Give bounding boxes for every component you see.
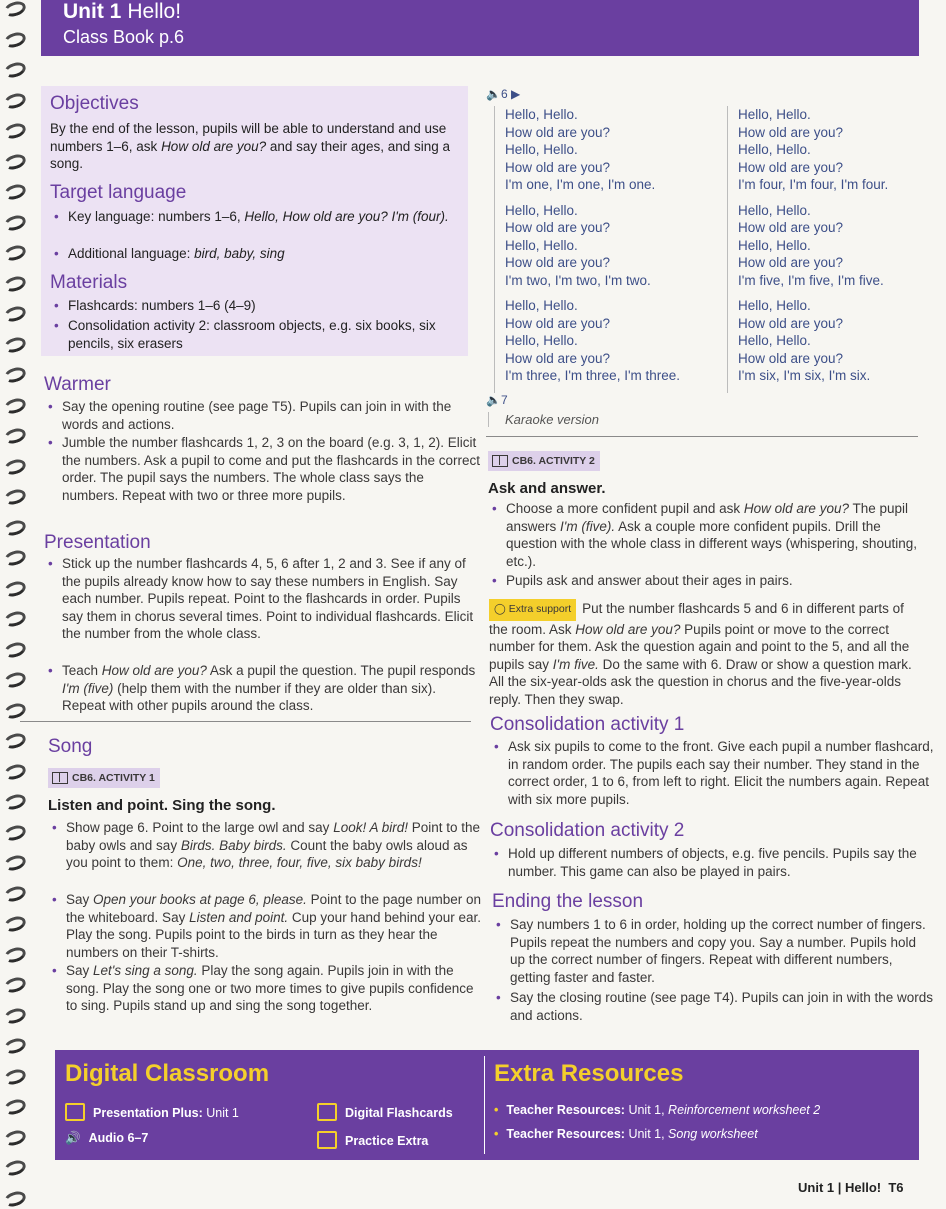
spiral-ring	[2, 853, 27, 873]
extra-resources-heading: Extra Resources	[494, 1060, 684, 1087]
lyrics-column-2	[727, 106, 938, 393]
lyric-line: I'm two, I'm two, I'm two.	[505, 272, 651, 288]
lyric-line: Hello, Hello.	[738, 202, 811, 218]
class-book-reference: Class Book p.6	[63, 27, 185, 47]
lyrics-verse	[505, 297, 715, 385]
ask-answer-bullet: • Choose a more confident pupil and ask How old are you? The pupil answers I'm (five). Ask a couple more confident pupils. Drill the question with the whole class in different ways (whispering, shouting, etc.).	[488, 500, 934, 570]
spiral-ring	[2, 609, 27, 629]
lyrics-column-1	[494, 106, 715, 393]
lyric-line: Hello, Hello.	[738, 298, 811, 313]
spiral-ring	[2, 792, 27, 812]
spiral-ring	[2, 1127, 27, 1147]
warmer-heading: Warmer	[44, 374, 111, 395]
unit-title: Unit 1 Hello!	[63, 0, 182, 23]
spiral-ring	[2, 426, 27, 446]
lyrics-verse	[738, 106, 938, 194]
song-bullet: • Say Let's sing a song. Play the song again. Pupils join in with the song. Play the song one or two more times to give pupils confidence to sing. Pupils stand up and sing the song together.	[48, 962, 486, 1015]
lyric-line: Hello, Hello.	[738, 107, 811, 122]
spiral-ring	[2, 975, 27, 995]
lyric-line: I'm three, I'm three, I'm three.	[505, 368, 681, 383]
speaker-icon: 🔊	[65, 1131, 81, 1145]
presentation-heading: Presentation	[44, 532, 151, 553]
book-icon	[52, 772, 68, 784]
flashcards-icon	[317, 1103, 337, 1121]
lyrics-verse	[505, 106, 715, 194]
consolidation-2-heading: Consolidation activity 2	[490, 820, 685, 841]
lyric-line: How old are you?	[738, 255, 844, 270]
presentation-bullet: • Teach How old are you? Ask a pupil the question. The pupil responds I'm (five) (help them with the number if they are older than six). Repeat with other pupils around the class.	[44, 662, 480, 715]
spiral-ring	[2, 121, 27, 141]
lyric-line: How old are you?	[738, 315, 844, 331]
lyrics-verse	[738, 202, 938, 290]
spiral-ring	[2, 1066, 27, 1086]
materials-heading: Materials	[50, 272, 128, 293]
spiral-ring	[2, 548, 27, 568]
target-language-heading: Target language	[50, 182, 187, 203]
play-icon: ▶	[510, 87, 521, 101]
spiral-ring	[2, 273, 27, 293]
lyric-line: How old are you?	[505, 255, 611, 270]
spiral-ring	[2, 456, 27, 476]
objectives-box	[41, 86, 468, 356]
lyric-line: Hello, Hello.	[505, 142, 578, 157]
lyric-line: How old are you?	[505, 220, 611, 235]
practice-icon	[317, 1131, 337, 1149]
activity-tag: CB6. ACTIVITY 1	[48, 768, 160, 788]
section-divider	[486, 436, 918, 437]
song-bullet: • Show page 6. Point to the large owl and say Look! A bird! Point to the baby owls and say Birds. Baby birds. Count the baby owls aloud as you point to them: One, two, three, four, five, six baby birds!	[48, 819, 486, 872]
spiral-ring	[2, 395, 27, 415]
spiral-ring	[2, 334, 27, 354]
ending-heading: Ending the lesson	[492, 891, 644, 912]
consolidation-1-heading: Consolidation activity 1	[490, 714, 685, 735]
spiral-ring	[2, 212, 27, 232]
lyric-line: Hello, Hello.	[738, 237, 811, 253]
ending-bullet: • Say the closing routine (see page T4). Pupils can join in with the words and actions.	[492, 989, 934, 1024]
spiral-ring	[2, 29, 27, 49]
key-language-item: • Key language: numbers 1–6, Hello, How old are you? I'm (four).	[50, 208, 458, 226]
song-bullet: • Say Open your books at page 6, please. Point to the page number on the whiteboard. Say Listen and point. Cup your hand behind your ear. Play the song. Pupils point to the birds in turn as they hear the numbers on their T-shirts.	[48, 891, 486, 961]
lyric-line: How old are you?	[738, 159, 844, 175]
presentation-plus-link[interactable]: Presentation Plus: Unit 1	[65, 1103, 239, 1121]
speaker-icon: 🔈	[486, 87, 501, 101]
spiral-ring	[2, 822, 27, 842]
spiral-ring	[2, 639, 27, 659]
spiral-binding	[0, 0, 34, 1200]
materials-item-consolidation: • Consolidation activity 2: classroom objects, e.g. six books, six pencils, six erasers	[50, 317, 473, 352]
spiral-ring	[2, 60, 27, 80]
spiral-ring	[2, 1005, 27, 1025]
resources-footer	[55, 1050, 919, 1160]
spiral-ring	[2, 1158, 27, 1178]
lyric-line: Hello, Hello.	[505, 202, 578, 218]
extra-resource-item[interactable]: • Teacher Resources: Unit 1, Reinforcement worksheet 2	[494, 1103, 821, 1117]
activity-tag: CB6. ACTIVITY 2	[488, 451, 600, 471]
spiral-ring	[2, 182, 27, 202]
lyric-line: How old are you?	[738, 124, 844, 140]
objectives-heading: Objectives	[50, 93, 139, 114]
spiral-ring	[2, 883, 27, 903]
consolidation-1-bullet: • Ask six pupils to come to the front. Give each pupil a number flashcard, in random order. The pupils each say their number. They stand in the correct order, 1 to 6, from left to right. Elicit the numbers again. Repeat with six more pupils.	[490, 738, 934, 808]
lyric-line: Hello, Hello.	[738, 142, 811, 157]
page-footer: Unit 1 | Hello! T6	[798, 1180, 904, 1195]
ending-bullet: • Say numbers 1 to 6 in order, holding up the correct number of fingers. Pupils repeat the numbers and copy you. Say a number. Pupils hold up the correct number of fingers. Repeat with different numbers, getting faster and faster.	[492, 916, 934, 986]
ask-answer-bullet: • Pupils ask and answer about their ages in pairs.	[488, 572, 934, 590]
lyric-line: How old are you?	[505, 124, 611, 140]
spiral-ring	[2, 1188, 27, 1208]
unit-header	[41, 0, 919, 56]
digital-classroom-heading: Digital Classroom	[65, 1060, 270, 1087]
presentation-icon	[65, 1103, 85, 1121]
lyric-line: Hello, Hello.	[505, 237, 578, 253]
lyric-line: I'm five, I'm five, I'm five.	[738, 272, 884, 288]
lyrics-verse	[738, 297, 938, 385]
karaoke-label: Karaoke version	[488, 412, 599, 427]
warmer-bullet: • Jumble the number flashcards 1, 2, 3 on the board (e.g. 3, 1, 2). Elicit the numbers. Ask a pupil to come and put the flashcards in the correct order. The pupil says the numbers. The whole class says the numbers. Repeat with two or three more pupils.	[44, 434, 480, 504]
lyric-line: Hello, Hello.	[505, 107, 578, 122]
spiral-ring	[2, 0, 27, 19]
spiral-ring	[2, 761, 27, 781]
lyric-line: I'm one, I'm one, I'm one.	[505, 177, 656, 192]
spiral-ring	[2, 578, 27, 598]
practice-extra-link[interactable]: Practice Extra	[317, 1131, 428, 1149]
section-divider	[20, 721, 471, 722]
ask-answer-title: Ask and answer.	[488, 480, 606, 497]
spiral-ring	[2, 243, 27, 263]
extra-resource-item[interactable]: • Teacher Resources: Unit 1, Song worksheet	[494, 1127, 758, 1141]
audio-link[interactable]: 🔊 Audio 6–7	[65, 1131, 149, 1145]
spiral-ring	[2, 517, 27, 537]
lyrics-verse	[505, 202, 715, 290]
materials-item-flashcards: • Flashcards: numbers 1–6 (4–9)	[50, 297, 468, 315]
additional-language-item: • Additional language: bird, baby, sing	[50, 245, 458, 263]
audio-track-6[interactable]: 🔈6 ▶	[486, 87, 521, 101]
spiral-ring	[2, 700, 27, 720]
spiral-ring	[2, 304, 27, 324]
spiral-ring	[2, 670, 27, 690]
spiral-ring	[2, 1097, 27, 1117]
speaker-icon: 🔈	[486, 393, 501, 407]
spiral-ring	[2, 151, 27, 171]
spiral-ring	[2, 487, 27, 507]
spiral-ring	[2, 914, 27, 934]
song-heading: Song	[48, 736, 93, 757]
spiral-ring	[2, 1036, 27, 1056]
lyric-line: Hello, Hello.	[505, 333, 578, 348]
extra-support-tag: ◯ Extra support	[489, 599, 576, 621]
lyric-line: How old are you?	[505, 350, 611, 366]
book-icon	[492, 455, 508, 467]
presentation-bullet: • Stick up the number flashcards 4, 5, 6 after 1, 2 and 3. See if any of the pupils already know how to say these numbers in English. Say each number. Pupils repeat. Point to the flashcards in order. Pupils say them in chorus several times. Point to individual flashcards. Elicit the number from the whole class.	[44, 555, 480, 643]
lyric-line: How old are you?	[738, 220, 844, 235]
digital-flashcards-link[interactable]: Digital Flashcards	[317, 1103, 453, 1121]
lyric-line: How old are you?	[738, 350, 844, 366]
lyric-line: Hello, Hello.	[738, 333, 811, 348]
spiral-ring	[2, 944, 27, 964]
spiral-ring	[2, 90, 27, 110]
lyric-line: How old are you?	[505, 315, 611, 331]
lyric-line: I'm six, I'm six, I'm six.	[738, 368, 871, 383]
audio-track-7[interactable]: 🔈7	[486, 393, 508, 407]
lyric-line: How old are you?	[505, 159, 611, 175]
footer-divider	[484, 1056, 485, 1154]
spiral-ring	[2, 731, 27, 751]
consolidation-2-bullet: • Hold up different numbers of objects, e.g. five pencils. Pupils say the number. This game can also be played in pairs.	[490, 845, 934, 880]
song-subtitle: Listen and point. Sing the song.	[48, 797, 276, 814]
lyric-line: Hello, Hello.	[505, 298, 578, 313]
objectives-text: By the end of the lesson, pupils will be able to understand and use numbers 1–6, ask How old are you? and say their ages, and sing a song.	[50, 121, 450, 171]
lyric-line: I'm four, I'm four, I'm four.	[738, 177, 889, 192]
lightbulb-icon: ◯	[494, 603, 506, 615]
extra-support-paragraph: ◯ Extra support Put the number flashcards 5 and 6 in different parts of the room. Ask How old are you? Pupils point or move to the correct number for them. Ask the question again and point to the 5, and all the pupils say I'm five. Do the same with 6. Draw or show a question mark. All the six-year-olds ask the question in chorus and the five-year-olds reply. Then they swap.	[489, 601, 912, 707]
spiral-ring	[2, 365, 27, 385]
warmer-bullet: • Say the opening routine (see page T5). Pupils can join in with the words and actions.	[44, 398, 480, 433]
